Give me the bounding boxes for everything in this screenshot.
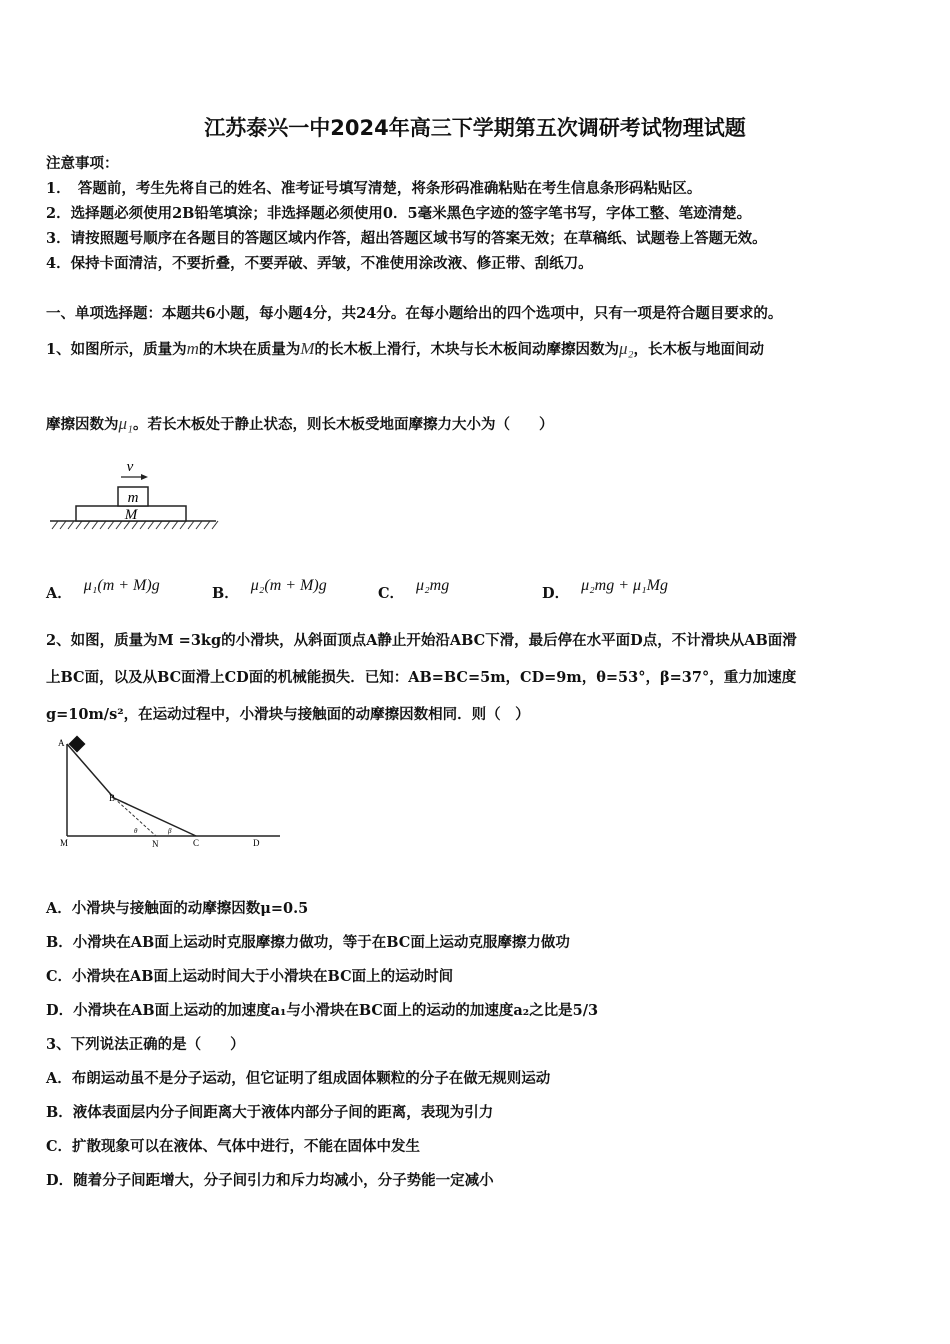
q3-option-c[interactable]: C．扩散现象可以在液体、气体中进行，不能在固体中发生 xyxy=(46,1138,421,1155)
slider-block xyxy=(69,736,86,753)
label-beta: β xyxy=(168,827,172,835)
label-a: A xyxy=(58,738,65,748)
slope-ab xyxy=(67,744,114,798)
q1-stem-line2: 摩擦因数为μ₁。若长木板处于静止状态，则长木板受地面摩擦力大小为（ ） xyxy=(46,414,554,433)
q3-option-b[interactable]: B．液体表面层内分子间距离大于液体内部分子间的距离，表现为引力 xyxy=(46,1104,494,1121)
q1-option-a[interactable]: A． μ₁(m + M)g xyxy=(46,577,160,602)
notes-item: 2．选择题必须使用2B铅笔填涂；非选择题必须使用0．5毫米黑色字迹的签字笔书写，字体工整、笔迹清楚。 xyxy=(46,205,752,222)
q1-option-d[interactable]: D． μ₂mg + μ₁Mg xyxy=(542,577,668,602)
notes-heading: 注意事项： xyxy=(46,155,119,172)
section-heading: 一、单项选择题：本题共6小题，每小题4分，共24分。在每小题给出的四个选项中，只有一项是符合题目要求的。 xyxy=(46,305,783,322)
q2-option-a[interactable]: A．小滑块与接触面的动摩擦因数μ=0.5 xyxy=(46,900,309,917)
q1-option-b[interactable]: B． μ₂(m + M)g xyxy=(212,577,327,602)
velocity-label: v xyxy=(126,459,134,475)
label-theta: θ xyxy=(134,827,138,835)
label-b: B xyxy=(109,793,116,803)
label-m: M xyxy=(60,838,69,848)
q2-stem-line2: 上BC面，以及从BC面滑上CD面的机械能损失．已知：AB=BC=5m，CD=9m，θ=53°，β=37°，重力加速度 xyxy=(46,669,797,686)
label-d: D xyxy=(253,838,260,848)
q3-option-a[interactable]: A．布朗运动虽不是分子运动，但它证明了组成固体颗粒的分子在做无规则运动 xyxy=(46,1070,551,1087)
q2-figure xyxy=(52,734,284,850)
notes-item: 4．保持卡面清洁，不要折叠，不要弄破、弄皱，不准使用涂改液、修正带、刮纸刀。 xyxy=(46,255,593,272)
page-title: 江苏泰兴一中2024年高三下学期第五次调研考试物理试题 xyxy=(204,116,746,140)
slope-bc xyxy=(114,798,196,836)
label-c: C xyxy=(193,838,200,848)
q1-stem-line1: 1、如图所示，质量为m的木块在质量为M的长木板上滑行，木块与长木板间动摩擦因数为μ₂，长木板与地面间动 xyxy=(46,339,764,358)
block-label: m xyxy=(127,490,139,506)
q1-option-c[interactable]: C． μ₂mg xyxy=(378,577,450,602)
arrow-head-icon xyxy=(141,474,148,480)
label-n: N xyxy=(152,839,159,849)
notes-item: 3．请按照题号顺序在各题目的答题区域内作答，超出答题区域书写的答案无效；在草稿纸、试题卷上答题无效。 xyxy=(46,230,767,247)
q2-option-b[interactable]: B．小滑块在AB面上运动时克服摩擦力做功，等于在BC面上运动克服摩擦力做功 xyxy=(46,934,570,951)
q2-option-d[interactable]: D．小滑块在AB面上运动的加速度a₁与小滑块在BC面上的运动的加速度a₂之比是5/3 xyxy=(46,1002,599,1019)
q1-figure xyxy=(48,455,220,535)
q2-stem-line1: 2、如图，质量为M =3kg的小滑块，从斜面顶点A静止开始沿ABC下滑，最后停在水平面D点，不计滑块从AB面滑 xyxy=(46,632,797,649)
q3-stem: 3、下列说法正确的是（ ） xyxy=(46,1036,245,1053)
notes-item: 1． 答题前，考生先将自己的姓名、准考证号填写清楚，将条形码准确粘贴在考生信息条形码粘贴区。 xyxy=(46,180,702,197)
q2-option-c[interactable]: C．小滑块在AB面上运动时间大于小滑块在BC面上的运动时间 xyxy=(46,968,454,985)
q2-stem-line3: g=10m/s²，在运动过程中，小滑块与接触面的动摩擦因数相同．则（ ） xyxy=(46,706,530,723)
board-label: M xyxy=(124,507,138,523)
q3-option-d[interactable]: D．随着分子间距增大，分子间引力和斥力均减小，分子势能一定减小 xyxy=(46,1172,494,1189)
